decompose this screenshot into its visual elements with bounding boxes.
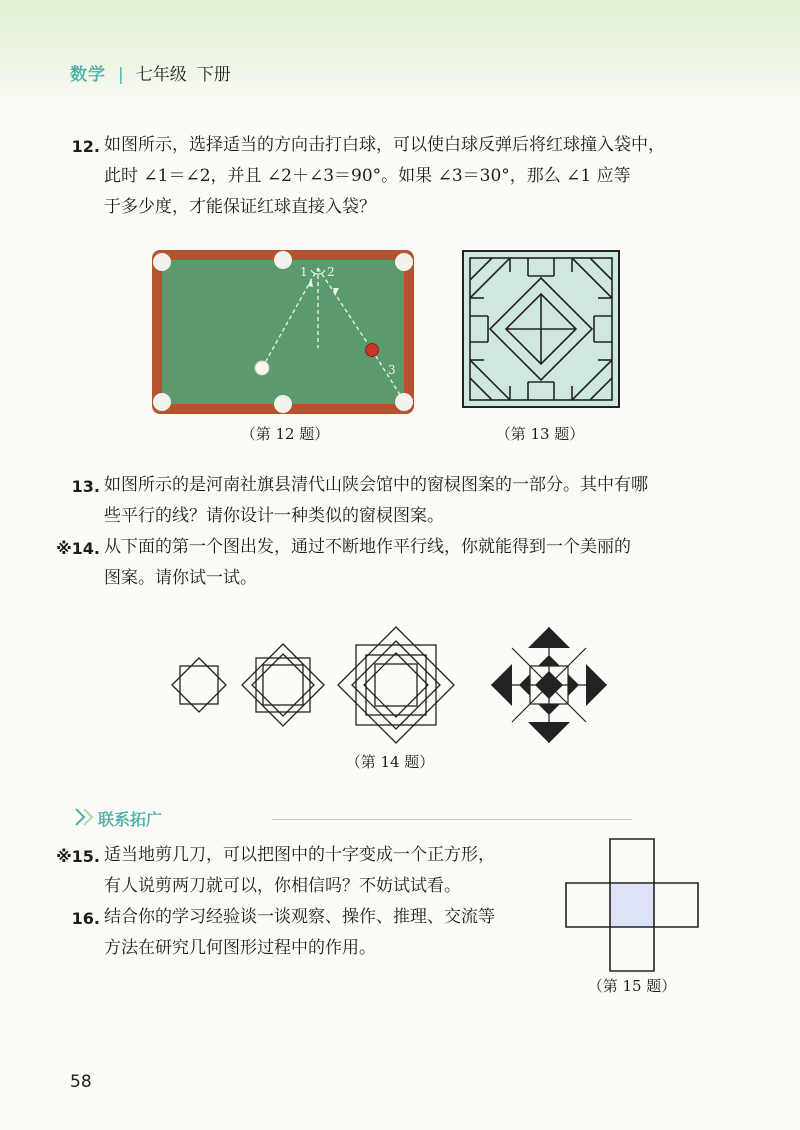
problem-12-line-1: 如图所示，选择适当的方向击打白球，可以使白球反弹后将红球撞入袋中， xyxy=(104,135,665,155)
header-separator: | xyxy=(118,65,124,85)
section-title: 联系拓广 xyxy=(98,810,163,829)
problem-16-text xyxy=(104,902,554,964)
problem-12-number: 12. xyxy=(71,137,100,156)
chevron-right-icon xyxy=(72,805,96,829)
red-ball xyxy=(366,344,379,357)
pocket-top-left xyxy=(153,253,171,271)
problem-15-number: ※15. xyxy=(56,847,100,866)
problem-16-line-1: 结合你的学习经验谈一谈观察、操作、推理、交流等 xyxy=(104,907,495,927)
pattern-step-4 xyxy=(491,627,607,743)
problem-13-number: 13. xyxy=(71,477,100,496)
problem-12-line-2: 此时 ∠1＝∠2，并且 ∠2＋∠3＝90°。如果 ∠3＝30°，那么 ∠1 应等 xyxy=(104,166,631,186)
problem-14-number: ※14. xyxy=(56,539,100,558)
problem-13-line-1: 如图所示的是河南社旗县清代山陕会馆中的窗棂图案的一部分。其中有哪 xyxy=(104,475,648,495)
problem-13-text xyxy=(104,470,714,532)
section-divider xyxy=(272,819,632,820)
pattern-step-2 xyxy=(242,644,324,726)
problem-12-line-3: 于多少度，才能保证红球直接入袋？ xyxy=(104,197,376,217)
pocket-bottom-middle xyxy=(274,395,292,413)
pocket-top-middle xyxy=(274,251,292,269)
cross-center-cell xyxy=(610,883,654,927)
figure-14-caption: （第 14 题） xyxy=(345,753,435,771)
nested-squares-figure xyxy=(160,625,610,745)
header-subject: 数学 xyxy=(70,65,106,85)
header-grade: 七年级 xyxy=(135,65,187,85)
problem-14-text xyxy=(104,532,714,594)
pocket-top-right xyxy=(395,253,413,271)
section-header xyxy=(72,802,542,834)
problem-15-line-2: 有人说剪两刀就可以，你相信吗？不妨试试看。 xyxy=(104,876,461,896)
angle-label-3: 3 xyxy=(388,363,396,377)
problem-15-text xyxy=(104,840,554,902)
angle-label-2: 2 xyxy=(327,265,335,279)
figure-12-caption: （第 12 题） xyxy=(240,425,330,443)
problem-12-text xyxy=(104,130,714,223)
problem-14-line-1: 从下面的第一个图出发，通过不断地作平行线，你就能得到一个美丽的 xyxy=(104,537,631,557)
window-lattice-figure xyxy=(462,250,620,408)
header-term: 下册 xyxy=(196,65,231,85)
problem-13-line-2: 些平行的线？请你设计一种类似的窗棂图案。 xyxy=(104,506,444,526)
white-ball xyxy=(255,361,269,375)
page-number: 58 xyxy=(70,1072,92,1092)
header-text xyxy=(70,60,231,85)
problem-16-line-2: 方法在研究几何图形过程中的作用。 xyxy=(104,938,376,958)
angle-label-1: 1 xyxy=(300,265,308,279)
pocket-bottom-left xyxy=(153,393,171,411)
problem-14-line-2: 图案。请你试一试。 xyxy=(104,568,257,588)
billiard-table-figure xyxy=(150,248,416,416)
figure-15-caption: （第 15 题） xyxy=(587,977,677,995)
pocket-bottom-right xyxy=(395,393,413,411)
problem-16-number: 16. xyxy=(71,909,100,928)
table-felt xyxy=(162,260,404,404)
figure-13-caption: （第 13 题） xyxy=(495,425,585,443)
pattern-step-3 xyxy=(338,627,454,743)
pattern-step-1 xyxy=(172,658,226,712)
problem-15-line-1: 适当地剪几刀，可以把图中的十字变成一个正方形， xyxy=(104,845,495,865)
page-header xyxy=(0,0,800,110)
cross-figure xyxy=(565,838,699,972)
